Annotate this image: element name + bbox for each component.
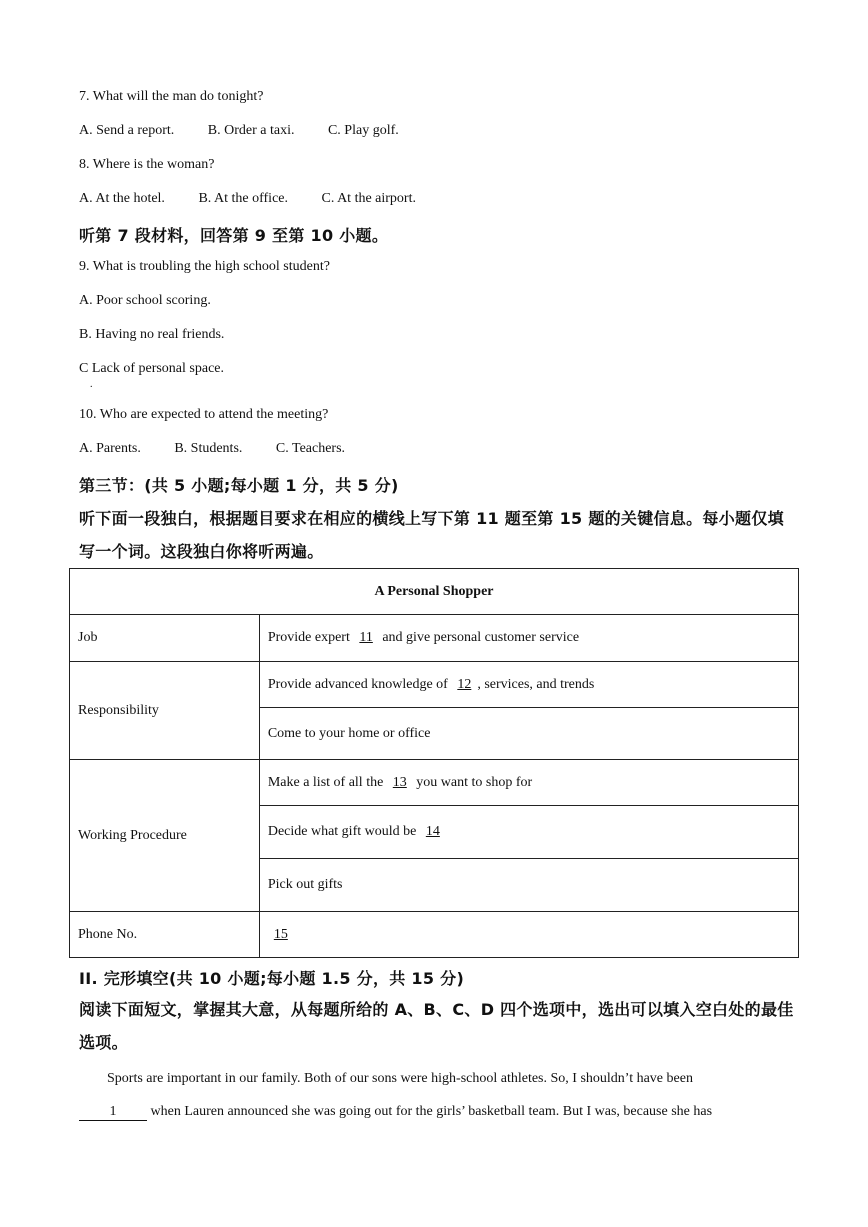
blank-14: 14 xyxy=(425,824,440,839)
procedure-cell-1 xyxy=(259,760,798,806)
question-7: 7. What will the man do tonight? xyxy=(79,89,264,104)
question-9: 9. What is troubling the high school student? xyxy=(79,259,330,274)
question-10-options xyxy=(79,441,345,457)
resp1-text-pre: Provide advanced knowledge of xyxy=(267,676,448,692)
question-8: 8. Where is the woman? xyxy=(79,157,215,172)
stray-mark: . xyxy=(90,379,93,390)
job-text-post: and give personal customer service xyxy=(382,630,580,645)
passage-line-1: Sports are important in our family. Both of our sons were high-school athletes. So, I shouldn’t have been xyxy=(107,1071,693,1086)
job-cell xyxy=(259,615,798,662)
proc1-text-pre: Make a list of all the xyxy=(267,774,384,790)
option-c: C. Play golf. xyxy=(327,123,399,138)
question-9-option-b: B. Having no real friends. xyxy=(79,327,225,342)
blank-15: 15 xyxy=(273,926,288,942)
blank-12: 12 xyxy=(457,676,472,692)
question-9-option-a: A. Poor school scoring. xyxy=(79,293,211,308)
section-2-instructions: 阅读下面短文，掌握其大意，从每题所给的 A、B、C、D 四个选项中，选出可以填入空白处的最佳选项。 xyxy=(79,1000,794,1052)
proc2-text-pre: Decide what gift would be xyxy=(267,824,417,839)
phone-label: Phone No. xyxy=(70,912,260,958)
option-b: B. Order a taxi. xyxy=(207,123,295,138)
responsibility-cell-1 xyxy=(259,662,798,708)
passage-line-2-text: when Lauren announced she was going out for the girls’ basketball team. But I was, because she has xyxy=(150,1104,713,1119)
proc1-text-post: you want to shop for xyxy=(416,774,533,790)
option-a: A. Parents. xyxy=(79,441,141,456)
option-c: C. At the airport. xyxy=(321,191,416,206)
blank-11: 11 xyxy=(359,630,373,645)
passage xyxy=(79,1062,779,1128)
option-c: C. Teachers. xyxy=(275,441,346,456)
option-a: A. Send a report. xyxy=(79,123,175,138)
option-b: B. At the office. xyxy=(198,191,288,206)
phone-cell xyxy=(259,912,798,958)
section-2-heading: II. 完形填空(共 10 小题;每小题 1.5 分，共 15 分) xyxy=(79,969,465,988)
responsibility-cell-2: Come to your home or office xyxy=(259,708,798,760)
blank-1: 1 xyxy=(79,1104,147,1121)
table-title: A Personal Shopper xyxy=(70,569,799,615)
job-label: Job xyxy=(70,615,260,662)
question-7-options xyxy=(79,123,399,139)
working-procedure-label: Working Procedure xyxy=(70,760,260,912)
question-10: 10. Who are expected to attend the meeting? xyxy=(79,407,329,422)
resp1-text-post: , services, and trends xyxy=(477,676,595,692)
section-7-intro: 听第 7 段材料，回答第 9 至第 10 小题。 xyxy=(79,226,389,245)
passage-line-2 xyxy=(79,1095,779,1128)
procedure-cell-3: Pick out gifts xyxy=(259,859,798,912)
blank-13: 13 xyxy=(392,774,407,790)
responsibility-label: Responsibility xyxy=(70,662,260,760)
part-3-instructions: 听下面一段独白，根据题目要求在相应的横线上写下第 11 题至第 15 题的关键信息。每小题仅填写一个词。这段独白你将听两遍。 xyxy=(79,509,784,561)
question-8-options xyxy=(79,191,416,207)
question-9-option-c: C Lack of personal space. xyxy=(79,361,224,376)
part-3-heading: 第三节：(共 5 小题;每小题 1 分，共 5 分) xyxy=(79,476,399,495)
option-a: A. At the hotel. xyxy=(79,191,165,206)
option-b: B. Students. xyxy=(174,441,243,456)
personal-shopper-table xyxy=(69,568,799,958)
procedure-cell-2 xyxy=(259,806,798,859)
job-text-pre: Provide expert xyxy=(267,630,350,645)
